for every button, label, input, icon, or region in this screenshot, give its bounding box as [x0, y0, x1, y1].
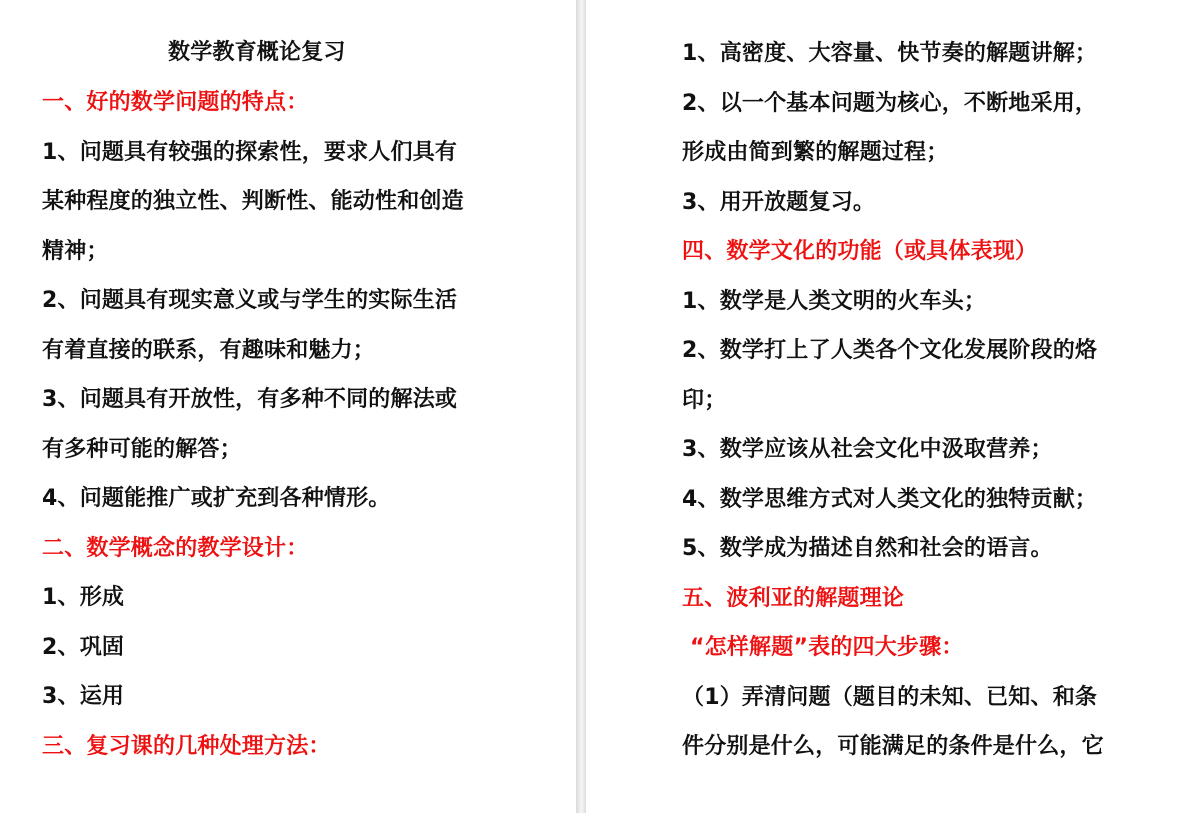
- section-heading-3: 三、复习课的几种处理方法：: [42, 734, 331, 759]
- text-line: 1、高密度、大容量、快节奏的解题讲解；: [682, 41, 1098, 66]
- section-heading-4: 四、数学文化的功能（或具体表现）: [682, 239, 1038, 264]
- text-line: 3、数学应该从社会文化中汲取营养；: [682, 437, 1053, 462]
- text-line: 有多种可能的解答；: [42, 437, 242, 462]
- left-page: [0, 0, 576, 813]
- text-line: （1）弄清问题（题目的未知、已知、和条: [682, 685, 1098, 710]
- document-title: 数学教育概论复习: [168, 40, 346, 65]
- text-line: 2、问题具有现实意义或与学生的实际生活: [42, 288, 458, 313]
- text-line: 3、问题具有开放性，有多种不同的解法或: [42, 387, 458, 412]
- text-line: 有着直接的联系，有趣味和魅力；: [42, 338, 376, 363]
- section-heading-5: 五、波利亚的解题理论: [682, 586, 905, 611]
- text-line: 形成由简到繁的解题过程；: [682, 140, 949, 165]
- text-line: 3、用开放题复习。: [682, 190, 876, 215]
- text-line: 3、运用: [42, 684, 125, 709]
- text-line: 2、以一个基本问题为核心，不断地采用，: [682, 91, 1098, 116]
- text-line: 2、巩固: [42, 635, 125, 660]
- text-line: 某种程度的独立性、判断性、能动性和创造: [42, 189, 464, 214]
- section-heading-1: 一、好的数学问题的特点：: [42, 90, 309, 115]
- text-line: 1、数学是人类文明的火车头；: [682, 289, 987, 314]
- text-line: 精神；: [42, 239, 109, 264]
- page-gutter: [576, 0, 586, 813]
- text-line: 印；: [682, 388, 727, 413]
- text-line: 4、问题能推广或扩充到各种情形。: [42, 486, 391, 511]
- text-line: 1、形成: [42, 585, 125, 610]
- section-heading-2: 二、数学概念的教学设计：: [42, 536, 309, 561]
- subsection-heading: “怎样解题”表的四大步骤：: [690, 635, 964, 660]
- text-line: 4、数学思维方式对人类文化的独特贡献；: [682, 487, 1098, 512]
- text-line: 5、数学成为描述自然和社会的语言。: [682, 536, 1053, 561]
- right-page: [586, 0, 1191, 813]
- text-line: 1、问题具有较强的探索性，要求人们具有: [42, 140, 458, 165]
- text-line: 2、数学打上了人类各个文化发展阶段的烙: [682, 338, 1098, 363]
- text-line: 件分别是什么，可能满足的条件是什么，它: [682, 734, 1104, 759]
